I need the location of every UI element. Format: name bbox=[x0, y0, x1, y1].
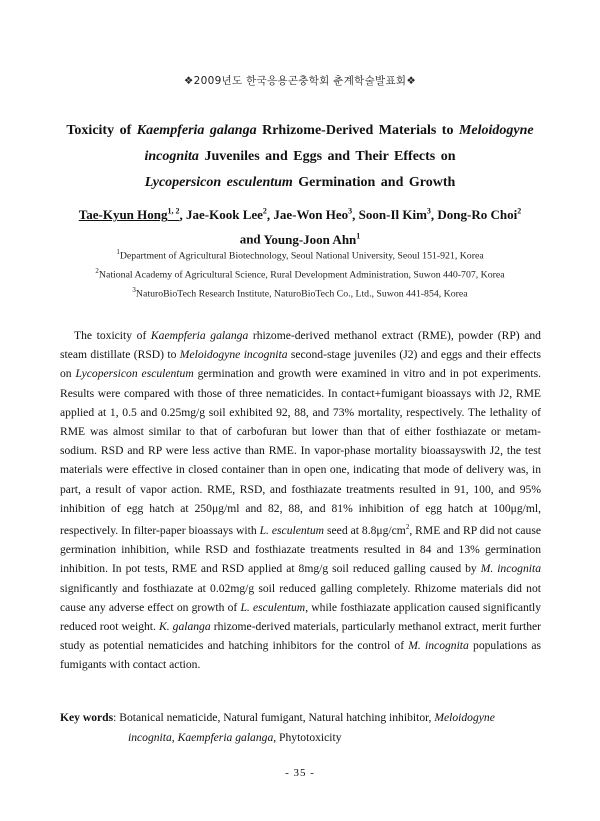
author-2: Jae-Kook Lee$^2$ bbox=[186, 207, 267, 223]
author-1: Tae-Kyun Hong$^{1, 2}$ bbox=[78, 207, 180, 223]
author-6: Young-Joon Ahn$^1$ bbox=[263, 231, 361, 247]
affiliation-2: $^2$National Academy of Agricultural Science, Rural Development Administration, Suwon 440-707, Korea bbox=[95, 266, 505, 281]
title-line-2: incognita Juveniles and Eggs and Their Effects on bbox=[144, 149, 456, 164]
author-list: Tae-Kyun Hong$^{1, 2}$, Jae-Kook Lee$^2$, Jae-Won Heo$^3$, Soon-Il Kim$^3$, Dong-Ro Choi$^2$ and Young-Joon Ahn$^1$ bbox=[78, 207, 522, 247]
page-number: - 35 - bbox=[285, 767, 315, 779]
paper-title bbox=[40, 118, 560, 196]
abstract-body: The toxicity of Kaempferia galanga rhizome-derived methanol extract (RME), powder (RP) and steam distillate (RSD) to Meloidogyne incognita second-stage juveniles (J2) and eggs and their effects on Lycopersicon esculentum germination and growth were examined in vitro and in pot experiments. Results were compared with those of three nematicides. In contact+fumigant bioassays with J2, RME applied at 1, 0.5 and 0.25mg/g soil exhibited 92, 88, and 73% mortality, respectively. The lethality of RME was almost similar to that of carbofuran but lower than that of either fosthiazate or metam-sodium. RSD and RP were less active than RME. In vapor-phase mortality bioassayswith J2, the test materials were effective in closed container than in open one, indicating that mode of delivery was, in part, a result of vapor action. RME, RSD, and fosthiazate treatments resulted in 91, 100, and 95% inhibition of egg hatch at 250μg/ml and 82, 88, and 81% inhibition of egg hatch at 100μg/ml, respectively. In filter-paper bioassays with L. esculentum seed at $8.8\mu g/cm^2$, RME and RP did not cause germination inhibition, while RSD and fosthiazate treatments resulted in 84 and 13% germination inhibition. In pot tests, RME and RSD applied at 8mg/g soil reduced galling caused by M. incognita significantly and fosthiazate at 0.02mg/g soil reduced galling completely. Rhizome materials did not cause any adverse effect on growth of L. esculentum, while fosthiazate application caused significantly reduced root weight. K. galanga rhizome-derived materials, particularly methanol extract, merit further study as potential nematicides and hatching inhibitors for the control of M. incognita populations as fumigants with contact action. bbox=[60, 329, 542, 672]
keywords-label: Key words bbox=[60, 711, 114, 724]
keywords: Key words: Botanical nematicide, Natural fumigant, Natural hatching inhibitor, Meloidogyne incognita, Kaempferia galanga, Phytotoxicity bbox=[60, 711, 495, 744]
affiliation-1: $^1$Department of Agricultural Biotechnology, Seoul National University, Seoul 151-921, Korea bbox=[116, 248, 484, 262]
conference-header: ❖2009년도 한국응용곤충학회 춘계학술발표회❖ bbox=[183, 75, 417, 87]
affiliation-3: $^3$NaturoBioTech Research Institute, NaturoBioTech Co., Ltd., Suwon 441-854, Korea bbox=[132, 285, 468, 299]
author-4: Soon-Il Kim$^3$ bbox=[358, 207, 431, 223]
title-line-1: Toxicity of Kaempferia galanga Rrhizome-Derived Materials to Meloidogyne bbox=[66, 123, 534, 138]
author-3: Jae-Won Heo$^3$ bbox=[273, 207, 353, 223]
author-5: Dong-Ro Choi$^2$ bbox=[437, 207, 522, 223]
title-line-3: Lycopersicon esculentum Germination and Growth bbox=[144, 175, 456, 190]
affiliations bbox=[30, 245, 570, 301]
